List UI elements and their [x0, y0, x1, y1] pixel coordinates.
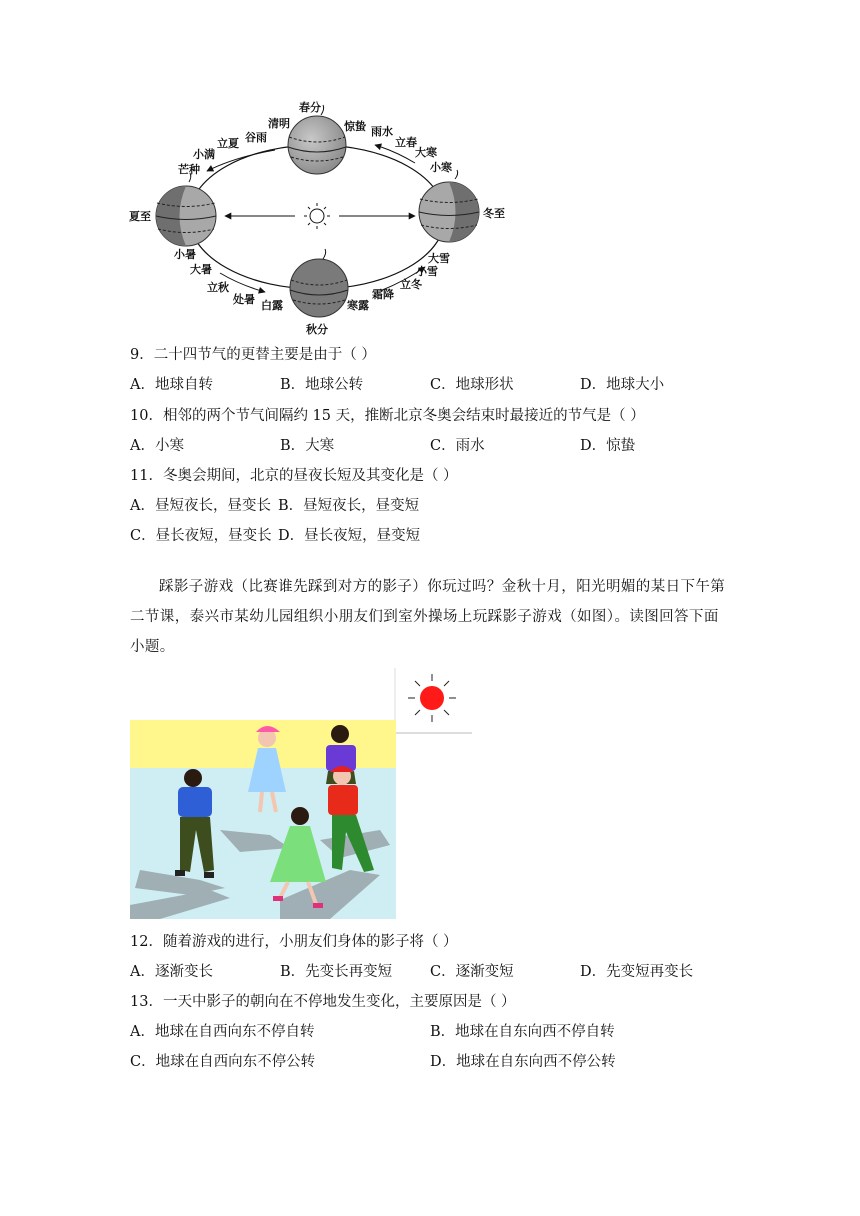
shadow-game-illustration	[130, 720, 396, 919]
option: C．昼长夜短，昼变长	[130, 528, 272, 544]
question-stem: 13．一天中影子的朝向在不停地发生变化，主要原因是（ ）	[130, 994, 516, 1010]
term-label: 大暑	[190, 263, 212, 276]
question-stem: 11．冬奥会期间，北京的昼夜长短及其变化是（ ）	[130, 468, 458, 484]
option: A．昼短夜长，昼变长	[130, 498, 271, 514]
term-label: 立秋	[207, 281, 229, 294]
option: A．地球自转	[130, 377, 213, 393]
term-label: 谷雨	[245, 131, 267, 144]
term-label: 立春	[395, 136, 417, 149]
term-label: 清明	[268, 117, 290, 130]
term-label: 小雪	[416, 265, 438, 278]
orbit-arrow	[207, 150, 275, 171]
option: B．大寒	[280, 438, 335, 454]
option: D．昼长夜短，昼变短	[278, 528, 421, 544]
red-sun-icon	[394, 668, 472, 734]
question-stem: 12．随着游戏的进行，小朋友们身体的影子将（ ）	[130, 934, 458, 950]
term-label: 惊蛰	[344, 120, 366, 133]
question-stem: 9．二十四节气的更替主要是由于（ ）	[130, 347, 376, 363]
term-label: 雨水	[371, 125, 393, 138]
option: C．逐渐变短	[430, 964, 514, 980]
term-label: 冬至	[483, 207, 505, 220]
term-label: 小暑	[174, 248, 196, 261]
term-label: 芒种	[178, 163, 200, 176]
option: B．昼短夜长，昼变短	[278, 498, 420, 514]
option: C．地球在自西向东不停公转	[130, 1054, 316, 1070]
globe-summer-solstice	[156, 173, 216, 246]
question-stem: 10．相邻的两个节气间隔约 15 天，推断北京冬奥会结束时最接近的节气是（ ）	[130, 408, 645, 424]
option: C．雨水	[430, 438, 485, 454]
term-label: 处暑	[233, 293, 255, 306]
term-label: 小满	[193, 148, 215, 161]
option: D．地球大小	[580, 377, 665, 393]
term-label: 霜降	[372, 288, 394, 301]
term-label: 夏至	[129, 210, 151, 223]
option: A．地球在自西向东不停自转	[130, 1024, 315, 1040]
solar-terms-orbit-diagram	[125, 95, 525, 340]
option: D．惊蛰	[580, 438, 636, 454]
option: B．地球公转	[280, 377, 364, 393]
option: B．先变长再变短	[280, 964, 393, 980]
term-label: 大寒	[415, 146, 437, 159]
reading-passage	[130, 572, 730, 662]
term-label: 立冬	[400, 278, 422, 291]
term-label: 大雪	[428, 252, 450, 265]
option: A．小寒	[130, 438, 184, 454]
option: D．先变短再变长	[580, 964, 694, 980]
passage-text: 踩影子游戏（比赛谁先踩到对方的影子）你玩过吗？金秋十月，阳光明媚的某日下午第二节课，泰兴市某幼儿园组织小朋友们到室外操场上玩踩影子游戏（如图）。读图回答下面小题。	[130, 579, 726, 655]
globe-autumn-equinox	[290, 249, 348, 317]
option: C．地球形状	[430, 377, 514, 393]
term-label: 立夏	[217, 137, 239, 150]
term-label: 寒露	[347, 299, 369, 312]
term-label: 小寒	[430, 161, 452, 174]
sun-icon	[304, 203, 330, 229]
globe-spring-equinox	[288, 105, 346, 174]
term-label: 白露	[261, 299, 283, 312]
term-label: 春分	[299, 101, 321, 114]
term-label: 秋分	[306, 323, 328, 336]
option: A．逐渐变长	[130, 964, 213, 980]
option: D．地球在自东向西不停公转	[430, 1054, 616, 1070]
option: B．地球在自东向西不停自转	[430, 1024, 615, 1040]
